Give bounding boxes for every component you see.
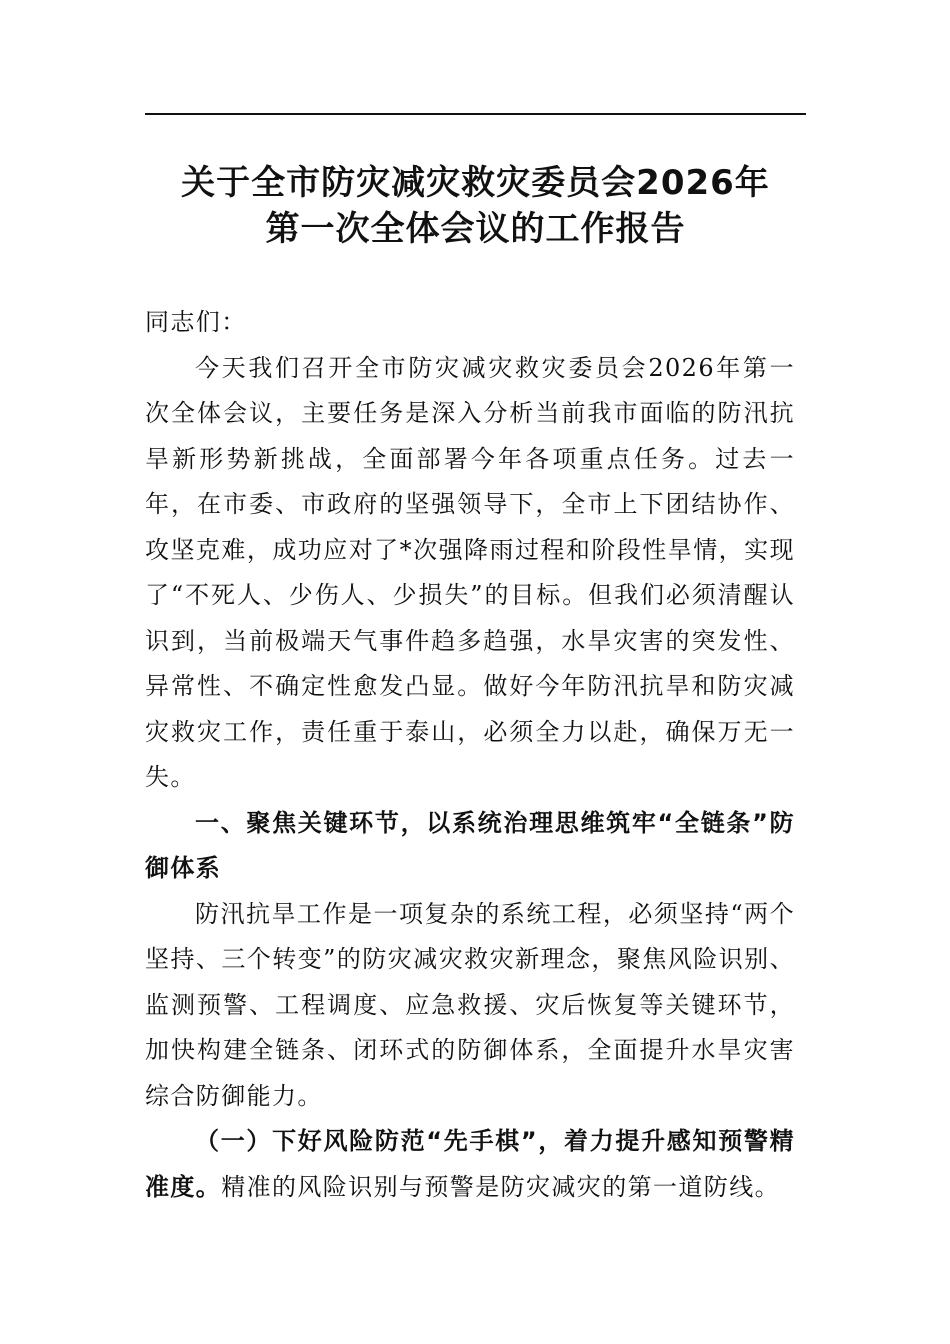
subsection-1-title: （一）下好风险防范“先手棋”，着力提升感知预警精准度。 bbox=[145, 1127, 795, 1201]
header-rule bbox=[145, 113, 806, 115]
document-body bbox=[145, 300, 795, 1210]
title-line-1: 关于全市防灾减灾救灾委员会2026年 bbox=[181, 163, 770, 203]
title-line-2: 第一次全体会议的工作报告 bbox=[265, 209, 686, 249]
intro-paragraph: 今天我们召开全市防灾减灾救灾委员会2026年第一次全体会议，主要任务是深入分析当前我市面临的防汛抗旱新形势新挑战，全面部署今年各项重点任务。过去一年，在市委、市政府的坚强领导下，全市上下团结协作、攻坚克难，成功应对了*次强降雨过程和阶段性旱情，实现了“不死人、少伤人、少损失”的目标。但我们必须清醒认识到，当前极端天气事件趋多趋强，水旱灾害的突发性、异常性、不确定性愈发凸显。做好今年防汛抗旱和防灾减灾救灾工作，责任重于泰山，必须全力以赴，确保万无一失。 bbox=[145, 353, 795, 791]
salutation: 同志们： bbox=[145, 308, 247, 336]
document-title bbox=[145, 160, 806, 252]
subsection-1-paragraph bbox=[145, 1119, 795, 1210]
section-1-heading: 一、聚焦关键环节，以系统治理思维筑牢“全链条”防御体系 bbox=[145, 808, 795, 882]
section-1-paragraph: 防汛抗旱工作是一项复杂的系统工程，必须坚持“两个坚持、三个转变”的防灾减灾救灾新理念，聚焦风险识别、监测预警、工程调度、应急救援、灾后恢复等关键环节，加快构建全链条、闭环式的防御体系，全面提升水旱灾害综合防御能力。 bbox=[145, 899, 795, 1110]
subsection-1-text: 精准的风险识别与预警是防灾减灾的第一道防线。 bbox=[221, 1172, 781, 1201]
